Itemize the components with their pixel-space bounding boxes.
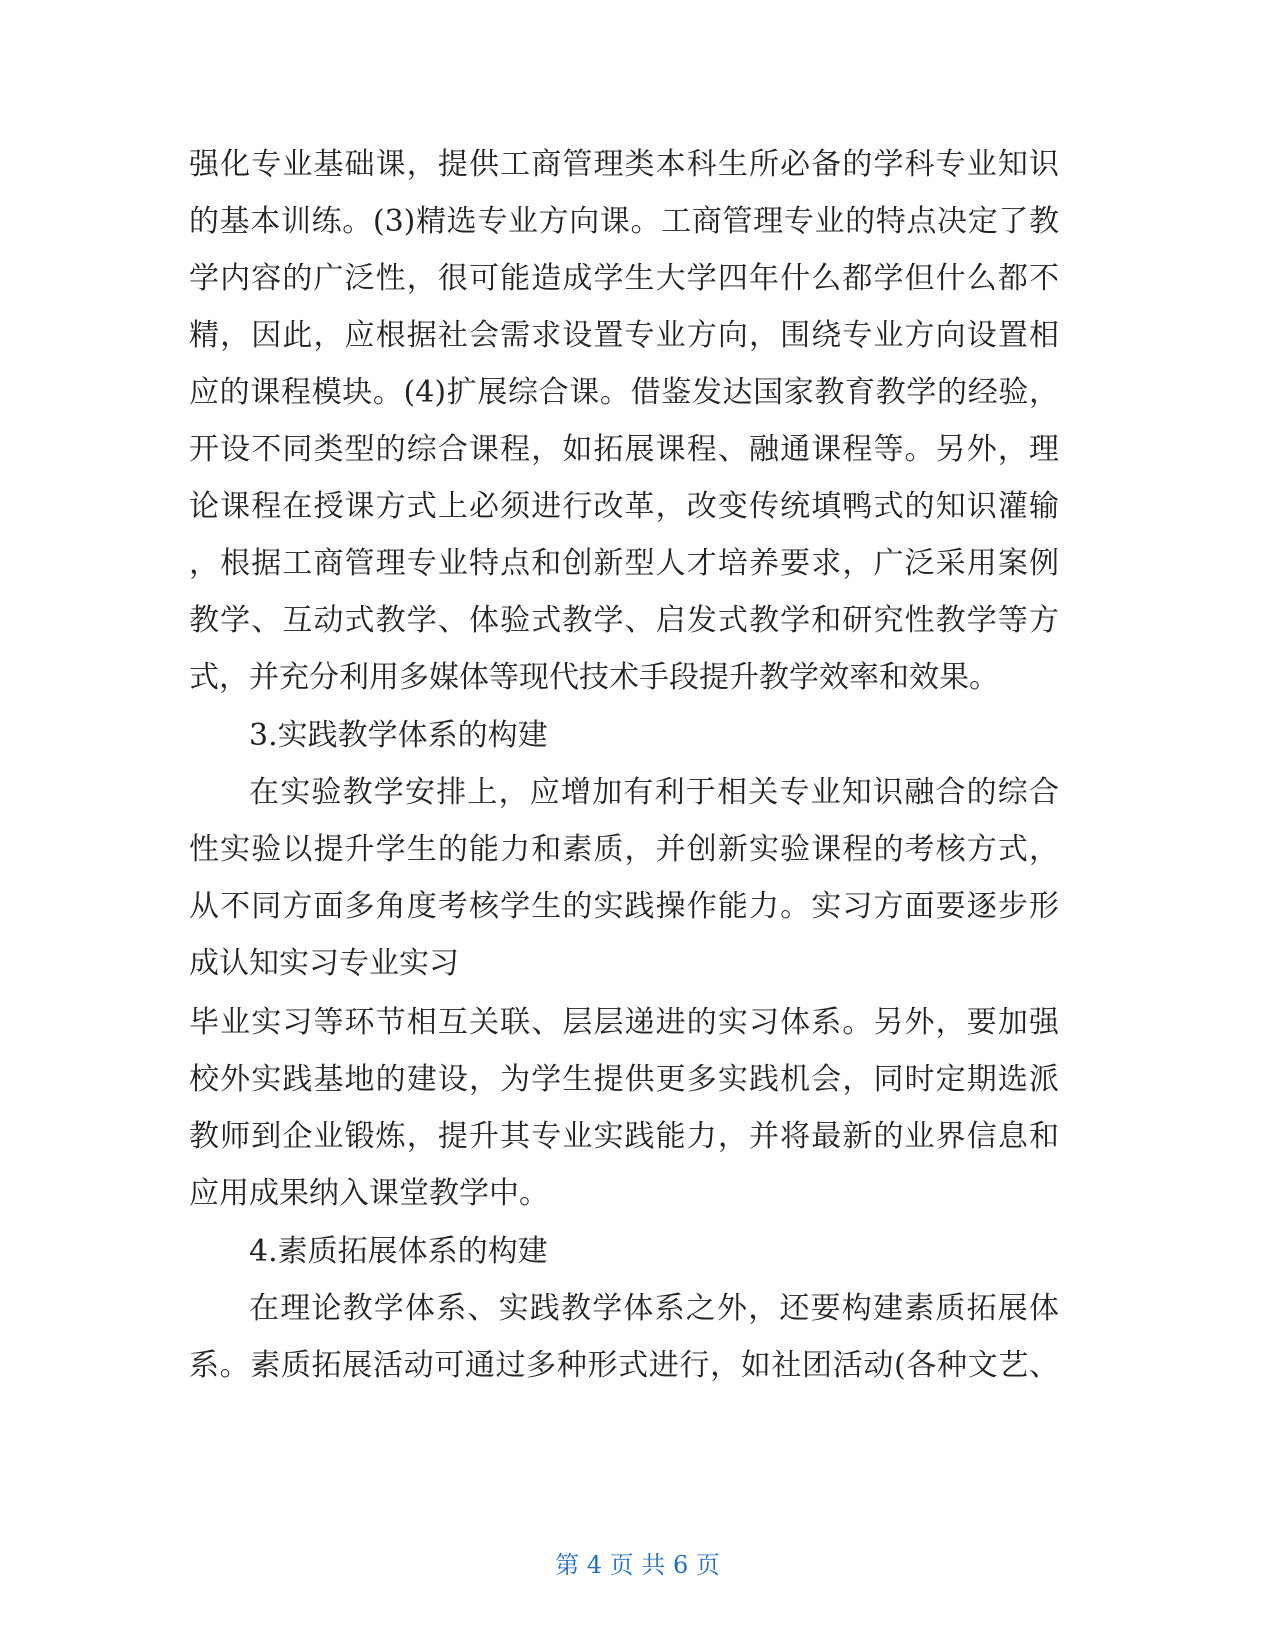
body-text-line: 系。素质拓展活动可通过多种形式进行，如社团活动(各种文艺、 [189,1348,1059,1383]
body-text-line: 教学、互动式教学、体验式教学、启发式教学和研究性教学等方 [189,603,1059,638]
body-text-line: 从不同方面多角度考核学生的实践操作能力。实习方面要逐步形 [189,889,1059,924]
body-text-line: 成认知实习专业实习 [189,946,459,981]
body-text-line: ，根据工商管理专业特点和创新型人才培养要求，广泛采用案例 [189,546,1059,581]
body-text-line: 应的课程模块。(4)扩展综合课。借鉴发达国家教育教学的经验， [189,375,1059,410]
body-text-line: 强化专业基础课，提供工商管理类本科生所必备的学科专业知识 [189,147,1059,182]
page-number-footer: 第 4 页 共 6 页 [555,1551,720,1579]
section-heading: 4.素质拓展体系的构建 [249,1234,548,1269]
body-text-line: 精，因此，应根据社会需求设置专业方向，围绕专业方向设置相 [189,318,1059,353]
body-text-line: 性实验以提升学生的能力和素质，并创新实验课程的考核方式， [189,832,1059,867]
body-text-line: 校外实践基地的建设，为学生提供更多实践机会，同时定期选派 [189,1062,1059,1097]
body-text-line: 应用成果纳入课堂教学中。 [189,1176,549,1211]
body-text-line: 毕业实习等环节相互关联、层层递进的实习体系。另外，要加强 [189,1005,1059,1040]
body-text-line: 在理论教学体系、实践教学体系之外，还要构建素质拓展体 [249,1291,1059,1326]
body-text-line: 在实验教学安排上，应增加有利于相关专业知识融合的综合 [249,775,1059,810]
section-heading: 3.实践教学体系的构建 [249,718,548,753]
body-text-line: 学内容的广泛性，很可能造成学生大学四年什么都学但什么都不 [189,261,1059,296]
body-text-line: 论课程在授课方式上必须进行改革，改变传统填鸭式的知识灌输 [189,489,1059,524]
body-text-line: 教师到企业锻炼，提升其专业实践能力，并将最新的业界信息和 [189,1119,1059,1154]
body-text-line: 式，并充分利用多媒体等现代技术手段提升教学效率和效果。 [189,660,999,695]
body-text-line: 的基本训练。(3)精选专业方向课。工商管理专业的特点决定了教 [189,204,1059,239]
body-text-line: 开设不同类型的综合课程，如拓展课程、融通课程等。另外，理 [189,432,1059,467]
